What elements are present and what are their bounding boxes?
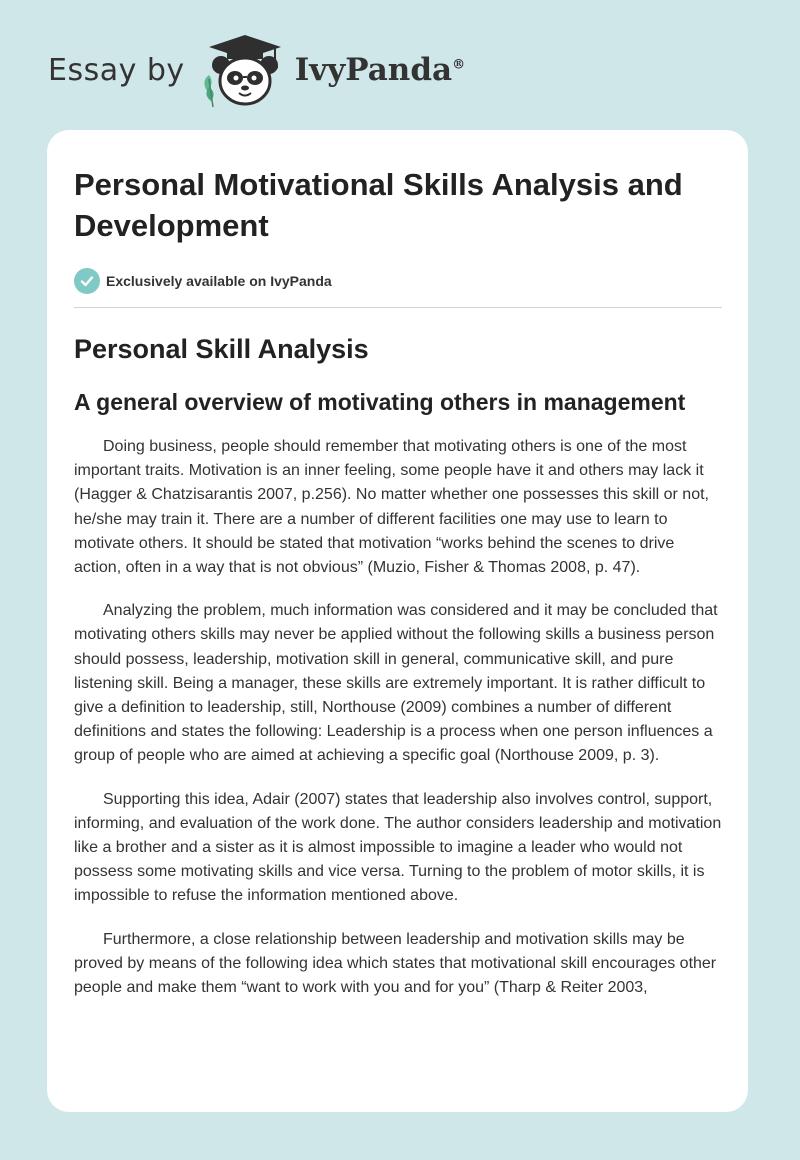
divider [74, 307, 722, 308]
check-icon [74, 268, 100, 294]
essay-by-label: Essay by [48, 52, 185, 88]
section-heading: Personal Skill Analysis [74, 334, 369, 364]
panda-graduate-icon [199, 31, 291, 109]
paragraph: Furthermore, a close relationship between leadership and motivation skills may be proved by means of the following idea which states that motivational skill encourages other people and make them “want to work with you and for you” (Tharp & Reiter 2003, [74, 930, 717, 997]
paragraph: Doing business, people should remember that motivating others is one of the most important traits. Motivation is an inner feeling, some people have it and others may lack it (Hagger & Chatzisarantis 2007, p.256). No matter whether one possesses this skill or not, he/she may train it. There are a number of different facilities one may use to learn to motivate others. It should be stated that motivation “works behind the scenes to drive action, often in a way that is not obvious” (Muzio, Fisher & Thomas 2008, p. 47). [74, 438, 709, 577]
brand-name: IvyPanda® [294, 52, 466, 88]
paragraph: Analyzing the problem, much information was considered and it may be concluded that motivating others skills may never be applied without the following skills a business person should possess, leadership, motivation skill in general, communicative skill, and pure listening skill. Being a manager, these skills are extremely important. It is rather difficult to give a definition to leadership, still, Northouse (2009) combines a number of different definitions and states the following: Leadership is a process when one person influences a group of people who are aimed at achieving a specific goal (Northouse 2009, p. 3). [74, 602, 718, 765]
site-header [48, 30, 465, 110]
exclusive-label: Exclusively available on IvyPanda [106, 273, 332, 289]
paragraph: Supporting this idea, Adair (2007) states that leadership also involves control, support, informing, and evaluation of the work done. The author considers leadership and motivation like a brother and a sister as it is almost impossible to imagine a leader who would not possess some motivating skills and vice versa. Turning to the problem of motor skills, it is impossible to refuse the information mentioned above. [74, 790, 722, 905]
essay-card [47, 130, 748, 1112]
page-title: Personal Motivational Skills Analysis and Development [74, 167, 683, 243]
subsection-heading: A general overview of motivating others in management [74, 389, 686, 415]
exclusive-badge [74, 267, 722, 295]
